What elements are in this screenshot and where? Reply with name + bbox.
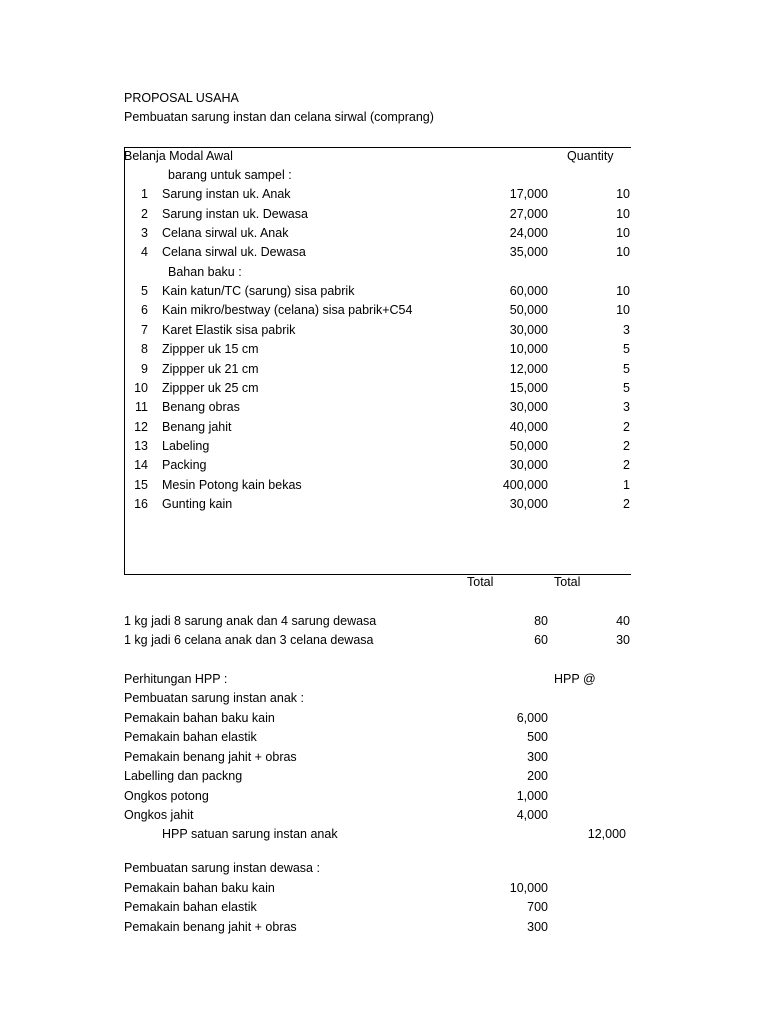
yield-value-1b: 40 [616,614,630,628]
item-number: 12 [134,420,148,434]
hpp-item-value: 200 [527,769,548,783]
item-price: 12,000 [509,362,548,376]
item-number: 3 [141,226,148,240]
item-quantity: 3 [623,323,630,337]
item-quantity: 2 [623,420,630,434]
item-name: Benang obras [162,400,240,414]
hpp-item-value: 6,000 [516,711,548,725]
item-number: 8 [141,342,148,356]
item-quantity: 2 [623,458,630,472]
item-number: 2 [141,207,148,221]
item-number: 11 [135,400,148,414]
quantity-header: Quantity [567,149,614,163]
hpp-item-label: Pemakain bahan elastik [124,900,257,914]
item-price: 10,000 [509,342,548,356]
item-name: Benang jahit [162,420,232,434]
section-label: Bahan baku : [168,265,242,279]
item-number: 14 [134,458,148,472]
item-name: Sarung instan uk. Anak [162,187,291,201]
hpp-item-label: Pemakain benang jahit + obras [124,920,297,934]
item-price: 40,000 [509,420,548,434]
item-price: 50,000 [509,303,548,317]
item-quantity: 5 [623,342,630,356]
item-price: 30,000 [509,400,548,414]
item-price: 35,000 [509,245,548,259]
item-name: Celana sirwal uk. Anak [162,226,289,240]
item-name: Karet Elastik sisa pabrik [162,323,296,337]
item-number: 4 [141,245,148,259]
item-price: 30,000 [509,497,548,511]
item-price: 30,000 [509,458,548,472]
item-number: 15 [134,478,148,492]
item-quantity: 5 [623,381,630,395]
item-price: 50,000 [509,439,548,453]
item-number: 7 [141,323,148,337]
hpp-item-value: 700 [527,900,548,914]
item-number: 1 [141,187,148,201]
total-label-1: Total [467,575,494,589]
yield-value-1a: 80 [534,614,548,628]
item-quantity: 2 [623,439,630,453]
item-name: Gunting kain [162,497,233,511]
hpp-dewasa-title: Pembuatan sarung instan dewasa : [124,861,320,875]
item-quantity: 10 [616,226,630,240]
item-name: Labeling [162,439,210,453]
item-quantity: 10 [616,187,630,201]
yield-text-2: 1 kg jadi 6 celana anak dan 3 celana dewasa [124,633,374,647]
item-price: 400,000 [502,478,548,492]
item-name: Kain katun/TC (sarung) sisa pabrik [162,284,355,298]
item-name: Zippper uk 21 cm [162,362,259,376]
hpp-item-label: Ongkos jahit [124,808,194,822]
section-label: barang untuk sampel : [168,168,292,182]
item-quantity: 10 [616,284,630,298]
item-name: Zippper uk 15 cm [162,342,259,356]
hpp-anak-title: Pembuatan sarung instan anak : [124,691,304,705]
item-quantity: 3 [623,400,630,414]
document-title: PROPOSAL USAHA [124,91,239,105]
hpp-item-label: Pemakain bahan baku kain [124,711,275,725]
yield-value-2a: 60 [534,633,548,647]
item-number: 5 [141,284,148,298]
yield-value-2b: 30 [616,633,630,647]
hpp-item-label: Pemakain bahan baku kain [124,881,275,895]
hpp-item-value: 4,000 [516,808,548,822]
hpp-item-value: 1,000 [516,789,548,803]
item-number: 13 [134,439,148,453]
item-price: 15,000 [509,381,548,395]
item-name: Mesin Potong kain bekas [162,478,302,492]
hpp-column-label: HPP @ [554,672,596,686]
yield-text-1: 1 kg jadi 8 sarung anak dan 4 sarung dewasa [124,614,377,628]
item-quantity: 5 [623,362,630,376]
item-name: Zippper uk 25 cm [162,381,259,395]
hpp-item-label: Pemakain bahan elastik [124,730,257,744]
item-number: 10 [134,381,148,395]
hpp-item-value: 10,000 [509,881,548,895]
total-label-2: Total [554,575,581,589]
hpp-item-value: 500 [527,730,548,744]
hpp-item-value: 300 [527,750,548,764]
item-price: 30,000 [509,323,548,337]
item-price: 17,000 [509,187,548,201]
item-price: 27,000 [509,207,548,221]
hpp-item-value: 300 [527,920,548,934]
item-number: 9 [141,362,148,376]
document-subtitle: Pembuatan sarung instan dan celana sirwal (comprang) [124,110,434,124]
item-price: 60,000 [509,284,548,298]
item-number: 16 [134,497,148,511]
hpp-anak-summary-label: HPP satuan sarung instan anak [162,827,338,841]
item-price: 24,000 [509,226,548,240]
item-number: 6 [141,303,148,317]
hpp-item-label: Ongkos potong [124,789,209,803]
item-name: Sarung instan uk. Dewasa [162,207,308,221]
item-name: Packing [162,458,207,472]
item-name: Celana sirwal uk. Dewasa [162,245,306,259]
capital-heading: Belanja Modal Awal [124,149,233,163]
hpp-anak-summary-value: 12,000 [587,827,626,841]
item-name: Kain mikro/bestway (celana) sisa pabrik+C54 [162,303,413,317]
hpp-heading: Perhitungan HPP : [124,672,228,686]
item-quantity: 10 [616,245,630,259]
item-quantity: 10 [616,303,630,317]
item-quantity: 10 [616,207,630,221]
item-quantity: 1 [623,478,630,492]
item-quantity: 2 [623,497,630,511]
hpp-item-label: Labelling dan packng [124,769,243,783]
hpp-item-label: Pemakain benang jahit + obras [124,750,297,764]
